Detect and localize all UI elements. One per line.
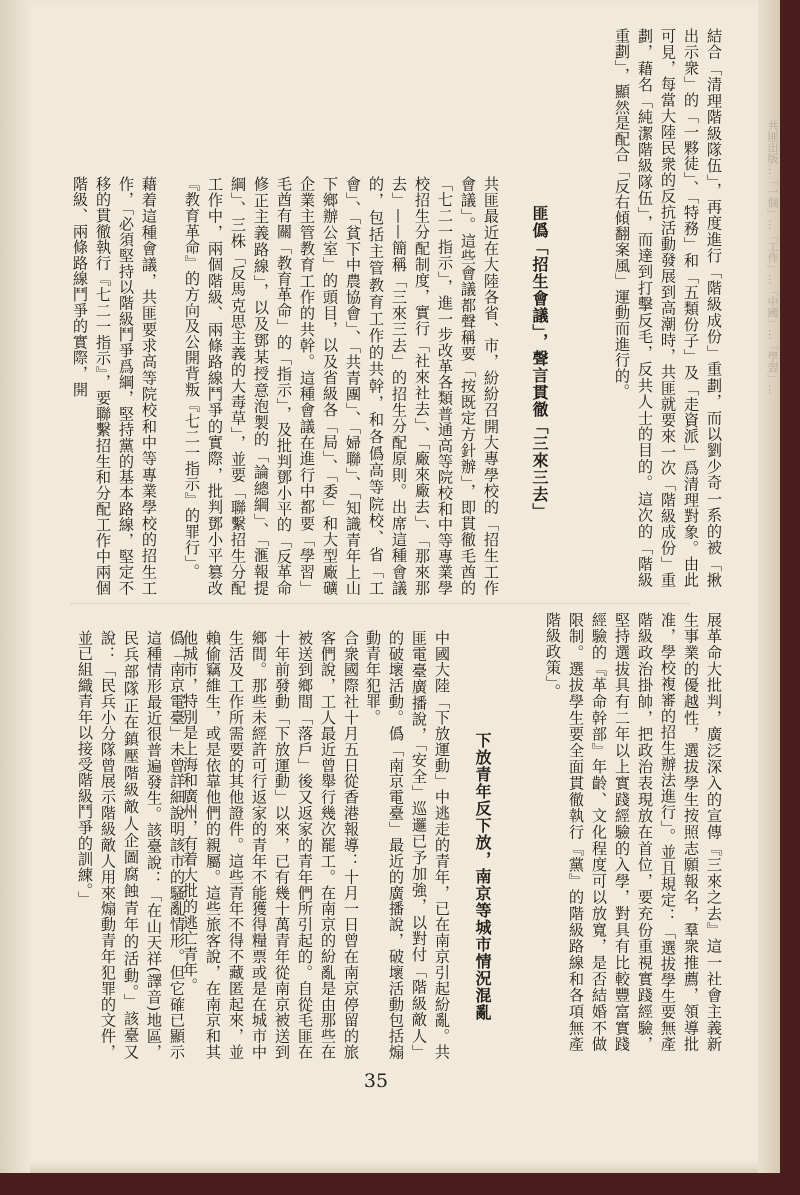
- section-heading-2: 下放青年反下放，南京等城市情況混亂: [473, 732, 492, 1021]
- page-number: 35: [363, 1070, 389, 1092]
- section-2-body-continued: 合衆國際社十月五日從香港報導：十月一日曾在南京停留的旅客們說，工人最近曾舉行幾次罷工。在南京的紛亂是由那些在被送到鄉間「落戶」後又返家的青年們所引起的。自從毛匪在十年前發動「下放運動」以來，已有幾十萬青年從南京被送到鄉間。那些未經許可行返家的青年不能獲得糧票或是在城市中生活及工作所需要的其他證件。這些青年不得不藏匿起來，並賴偷竊維生，或是依靠他們的親屬。這些旅客說，在南京和其他城市，特別是上海和廣州，有着大批的逃亡青年。: [181, 630, 360, 1060]
- top-right-paragraph: 結合「清理階級隊伍」，再度進行「階級成份」重劃，而以劉少奇一系的被「揪出示衆」的「一夥徒」、「特務」和「五類份子」及「走資派」爲清理對象。由此可見，每當大陸民衆的反抗活動發展到高潮時，共匪就要來一次「階級成份」重劃，藉名「純潔階級隊伍」，而達到打擊反毛，反共人士的目的。這次的「階級重劃」，顯然是配合「反右傾翻案風」運動而進行的。: [613, 28, 723, 588]
- facing-page-edge: [758, 0, 780, 1173]
- section-2-body: 中國大陸「下放運動」中逃走的青年，已在南京引起紛亂。共匪電臺廣播說，「安全」巡邏已予加強，以對付「階級敵人」的破壞活動。僞「南京電臺」最近的廣播說，破壞活動包括煽動青年犯罪。: [364, 630, 451, 1060]
- section-1-body: 共匪最近在大陸各省、市，紛紛召開大專學校的「招生工作會議」。這些會議都聲稱要「按既定方針辦」，即貫徹毛酋的「七二一指示」，進一步改革各類普通高等院校和中等專業學校招生分配制度，實行「社來社去」、「廠來廠去」、「那來那去」——簡稱「三來三去」的招生分配原則。出席這種會議的，包括主管教育工作的共幹，和各僞高等院校、省「工會」、「貧下中農協會」、「共青團」、「婦聯」、「知識青年上山下鄉辦公室」的頭目，以及省級各「局」、「委」和大型廠礦企業主管教育工作的共幹。這種會議在進行中都要「學習」毛酋有關「教育革命」的「指示」，及批判鄧小平的「反革命修正主義路線」，以及鄧某授意泡製的「論總綱」、「滙報提綱」、三株「反馬克思主義的大毒草」，並要「聯繫招生分配工作中，兩個階級、兩條路線鬥爭的實際，批判鄧小平篡改『教育革命』的方向及公開背叛『七二一指示』的罪行」。: [183, 176, 500, 596]
- book-binding: [0, 0, 30, 1173]
- section-2-body-final: 僞「南京電臺」未曾詳細說明該市的騷亂情形。但它確已顯示這種情形最近很普遍發生。該臺說：「在山天祥(譯音)地區，民兵部隊正在鎮壓階級敵人企圖腐蝕青年的活動。」該臺又說：「民兵小分隊曾展示階級敵人用來煽動青年犯罪的文件，並已組織青年以接受階級鬥爭的訓練。」: [76, 630, 186, 1060]
- column-divider: [70, 603, 690, 604]
- section-1-body-continued: 藉着這種會議，共匪要求高等院校和中等專業學校的招生工作，「必須堅持以階級鬥爭爲綱，堅持黨的基本路線，堅定不移的貫徹執行『七二一指示』，要聯繫招生和分配工作中兩個階級、兩條路線鬥爭的實際，開: [71, 176, 158, 596]
- section-heading-1: 匪僞「招生會議」，聲言貫徹「三來三去」: [530, 205, 549, 520]
- bottom-right-paragraph: 展革命大批判，廣泛深入的宣傳『三來之去』這一社會主義新生事業的優越性，選拔學生按照志願報名，羣衆推薦，領導批准，學校複審的招生辦法進行」。並且規定：「選拔學生要無產階級政治掛帥，把政治表現放在首位，要充份重視實踐經驗，堅持選拔具有二年以上實踐經驗的入學，對具有比較豐富實踐經驗的『革命幹部』年齡、文化程度可以放寬，是否結婚不做限制。選拔學生要全面貫徹執行『黨』的階級路線和各項無產階級政策」。: [544, 612, 723, 1052]
- facing-page-bleed: 共匪出版…「一個」…「工作」…「中國」…「學習」…: [766, 120, 779, 395]
